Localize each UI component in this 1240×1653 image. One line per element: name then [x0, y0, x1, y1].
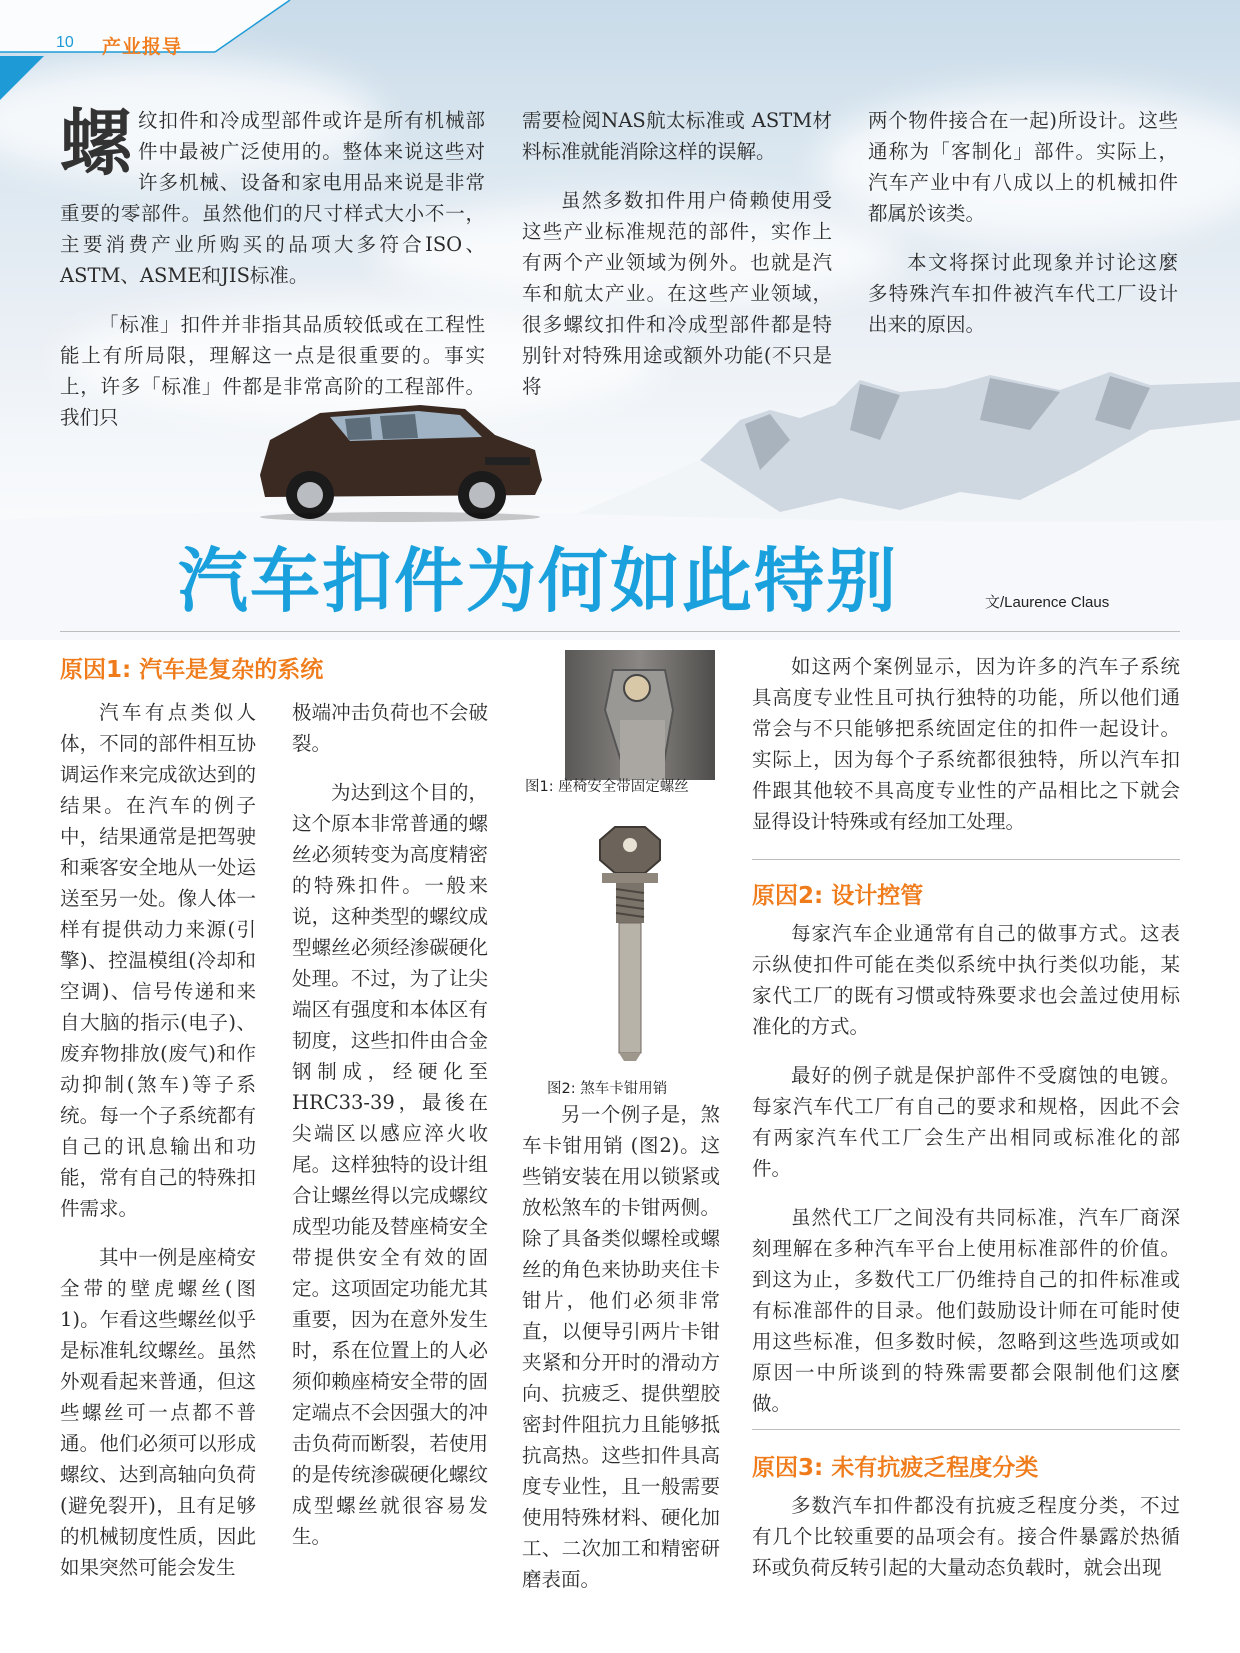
section1-column-a [60, 697, 256, 1601]
section3-body [752, 1490, 1180, 1601]
intro-column-1 [60, 100, 485, 451]
section1-column-c [522, 1099, 720, 1613]
figure1-caption: 图1: 座椅安全带固定螺丝 [525, 779, 689, 795]
section-tag: 产业报导 [102, 37, 183, 58]
page-number: 10 [56, 34, 74, 51]
intro-col3-p2: 本文将探讨此现象并讨论这麼多特殊汽车扣件被汽车代工厂设计出来的原因。 [868, 251, 1178, 336]
s3-p1: 多数汽车扣件都没有抗疲乏程度分类，不过有几个比较重要的品项会有。接合件暴露於热循环或负荷反转引起的大量动态负载时，就会出现 [752, 1494, 1180, 1579]
brake-pin-photo [580, 815, 680, 1065]
section1-heading: 原因1: 汽车是复杂的系统 [60, 657, 324, 683]
s1-colC-p1: 另一个例子是，煞车卡钳用销 (图2)。这些销安装在用以锁紧或放松煞车的卡钳两侧。除了具备类似螺栓或螺丝的角色来协助夹住卡钳片，他们必须非常直，以便导引两片卡钳夹紧和分开时的滑动方向、抗疲乏、提供塑胶密封件阻抗力且能够抵抗高热。这些扣件具高度专业性，且一般需要使用特殊材料、硬化加工、二次加工和精密研磨表面。 [522, 1103, 720, 1591]
section2-body [752, 918, 1180, 1437]
intro-col1-p2: 「标准」扣件并非指其品质较低或在工程性能上有所局限，理解这一点是很重要的。事实上，许多「标准」件都是非常高阶的工程部件。我们只 [60, 313, 485, 429]
intro-column-3 [868, 105, 1178, 358]
s1-colB-p2: 为达到这个目的，这个原本非常普通的螺丝必须转变为高度精密的特殊扣件。一般来说，这种类型的螺纹成型螺丝必须经渗碳硬化处理。不过，为了让尖端区有强度和本体区有韧度，这些扣件由合金钢制成，经硬化至 HRC33-39，最後在尖端区以感应淬火收尾。这样独特的设计组合让螺丝得以完成螺纹成型功能及替座椅安全带提供安全有效的固定。这项固定功能尤其重要，因为在意外发生时，系在位置上的人必须仰赖座椅安全带的固定端点不会因强大的冲击负荷而断裂，若使用的是传统渗碳硬化螺纹成型螺丝就很容易发生。 [292, 781, 488, 1548]
intro-col1-p1: 纹扣件和冷成型部件或许是所有机械部件中最被广泛使用的。整体来说这些对许多机械、设备和家电用品来说是非常重要的零部件。虽然他们的尺寸样式大小不一，主要消费产业所购买的品项大多符合ISO、ASTM、ASME和JIS标准。 [60, 109, 485, 287]
intro-col2-p2: 虽然多数扣件用户倚赖使用受这些产业标准规范的部件，实作上有两个产业领域为例外。也就是汽车和航太产业。在这些产业领域，很多螺纹扣件和冷成型部件都是特别针对特殊用途或额外功能(不只是将 [522, 189, 832, 398]
byline: 文/Laurence Claus [985, 594, 1110, 611]
figure2-caption: 图2: 煞车卡钳用销 [547, 1081, 668, 1097]
section1-column-d [752, 651, 1180, 855]
article-title: 汽车扣件为何如此特别 [178, 540, 898, 622]
s1-colD-p1: 如这两个案例显示，因为许多的汽车子系统具高度专业性且可执行独特的功能，所以他们通常会与不只能够把系统固定住的扣件一起设计。实际上，因为每个子系统都很独特，所以汽车扣件跟其他较不具高度专业性的产品相比之下就会显得设计特殊或有经加工处理。 [752, 655, 1180, 833]
section2-rule [752, 859, 1180, 860]
section3-heading: 原因3: 未有抗疲乏程度分类 [752, 1455, 1039, 1481]
s1-colB-p1: 极端冲击负荷也不会破裂。 [292, 701, 488, 755]
s2-p3: 虽然代工厂之间没有共同标准，汽车厂商深刻理解在多种汽车平台上使用标准部件的价值。到这为止，多数代工厂仍维持自己的扣件标准或有标准部件的目录。他们鼓励设计师在可能时使用这些标准，但多数时候，忽略到这些选项或如原因一中所谈到的特殊需要都会限制他们这麼做。 [752, 1206, 1180, 1415]
s1-colA-p2: 其中一例是座椅安全带的壁虎螺丝(图1)。乍看这些螺丝似乎是标准轧纹螺丝。虽然外观看起来普通，但这些螺丝可一点都不普通。他们必须可以形成螺纹、达到高轴向负荷(避免裂开)，且有足够的机械韧度性质，因此如果突然可能会发生 [60, 1246, 256, 1579]
s2-p2: 最好的例子就是保护部件不受腐蚀的电镀。每家汽车代工厂有自己的要求和规格，因此不会有两家汽车代工厂会生产出相同或标准化的部件。 [752, 1064, 1180, 1180]
section2-heading: 原因2: 设计控管 [752, 883, 924, 909]
section1-column-b [292, 697, 488, 1570]
section3-rule [752, 1429, 1180, 1430]
intro-column-2 [522, 105, 832, 420]
s1-colA-p1: 汽车有点类似人体，不同的部件相互协调运作来完成欲达到的结果。在汽车的例子中，结果通常是把驾驶和乘客安全地从一处运送至另一处。像人体一样有提供动力来源(引擎)、控温模组(冷却和空调)、信号传递和来自大脑的指示(电子)、废弃物排放(废气)和作动抑制(煞车)等子系统。每一个子系统都有自己的讯息输出和功能，常有自己的特殊扣件需求。 [60, 701, 256, 1220]
seatbelt-screw-photo [565, 650, 715, 780]
drop-cap: 螺 [60, 100, 133, 185]
intro-col3-p1: 两个物件接合在一起)所设计。这些通称为「客制化」部件。实际上，汽车产业中有八成以上的机械扣件都属於该类。 [868, 109, 1178, 225]
s2-p1: 每家汽车企业通常有自己的做事方式。这表示纵使扣件可能在类似系统中执行类似功能，某家代工厂的既有习惯或特殊要求也会盖过使用标准化的方式。 [752, 922, 1180, 1038]
intro-col2-p1: 需要检阅NAS航太标准或 ASTM材料标准就能消除这样的误解。 [522, 109, 832, 163]
title-rule [60, 631, 1180, 632]
